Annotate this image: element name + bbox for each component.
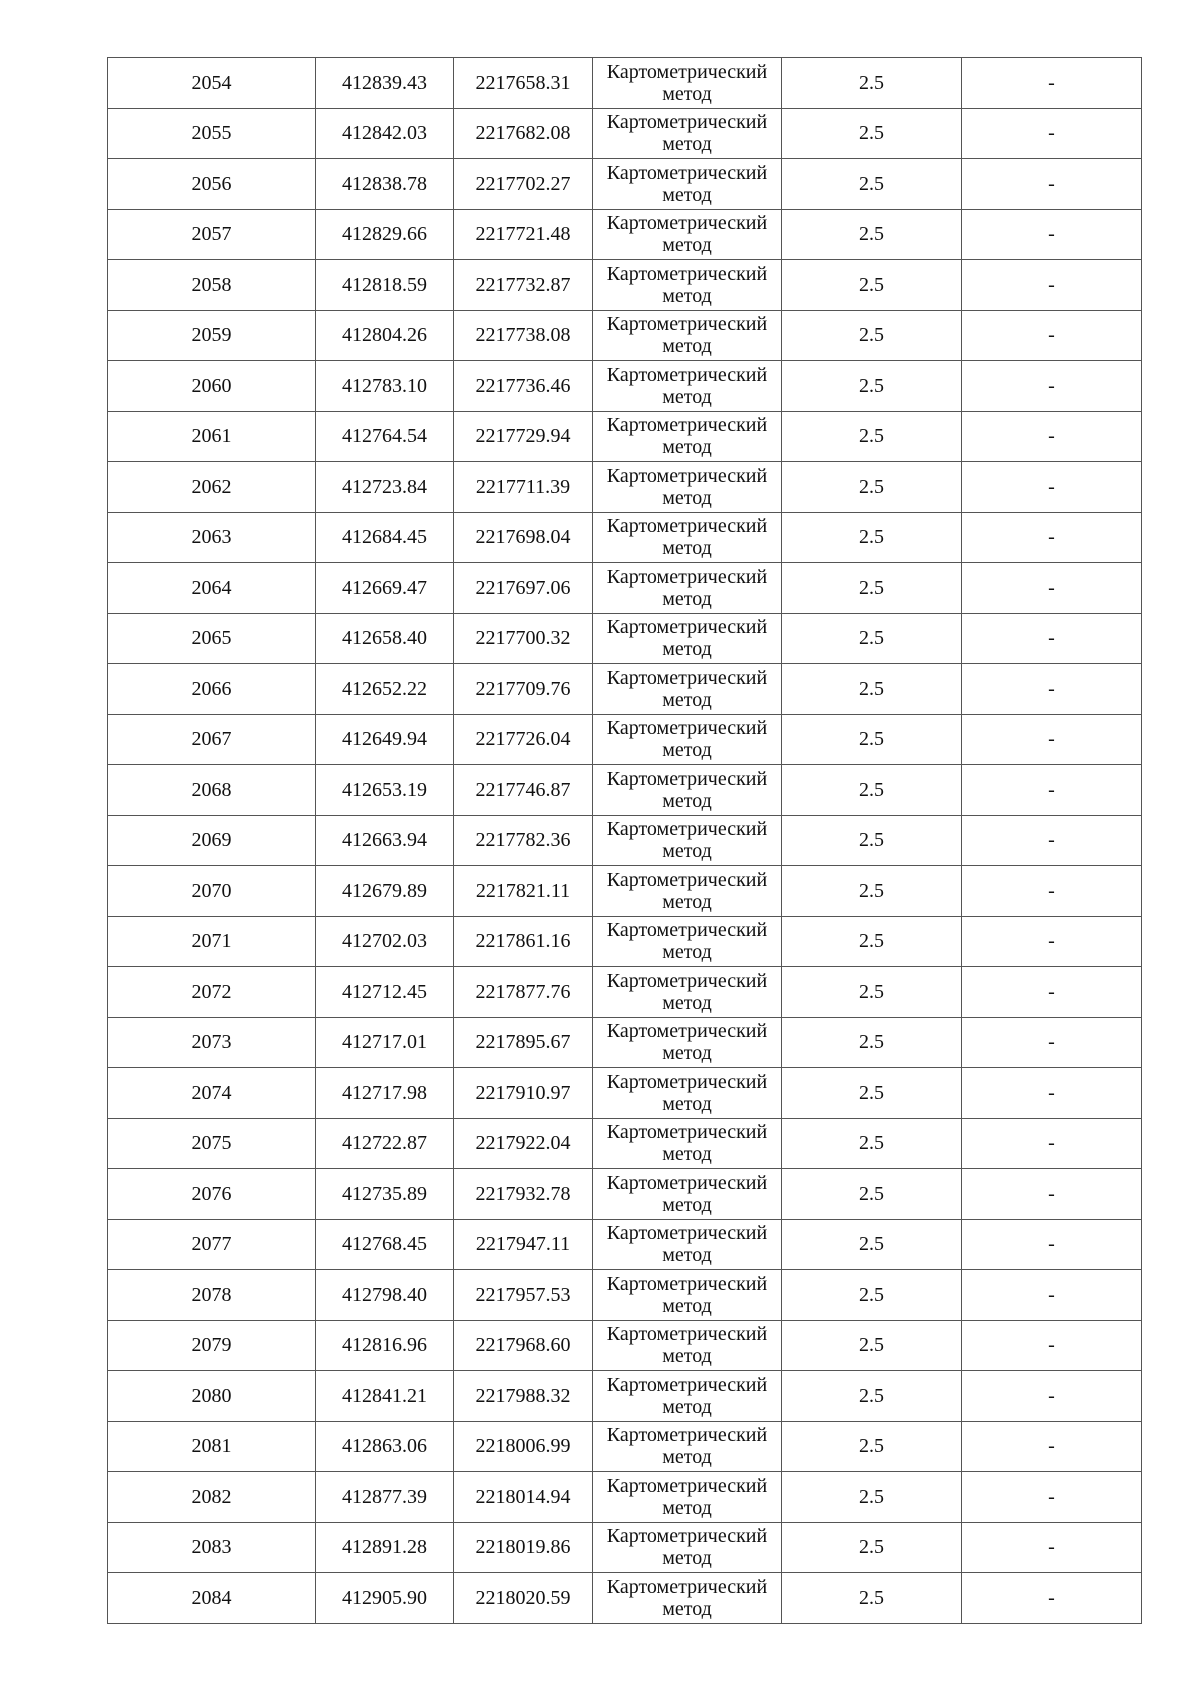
table-body: [108, 58, 1142, 1624]
point-number-cell: 2075: [108, 1118, 316, 1169]
point-number-cell: 2066: [108, 664, 316, 715]
x-coordinate-cell: 412717.01: [316, 1017, 454, 1068]
accuracy-cell: 2.5: [782, 512, 962, 563]
accuracy-cell: 2.5: [782, 916, 962, 967]
note-cell: -: [962, 815, 1142, 866]
method-cell: Картометрический метод: [593, 714, 782, 765]
note-cell: -: [962, 411, 1142, 462]
accuracy-cell: 2.5: [782, 58, 962, 109]
y-coordinate-cell: 2217702.27: [454, 159, 593, 210]
y-coordinate-cell: 2217682.08: [454, 108, 593, 159]
table-row: [108, 58, 1142, 109]
table-row: [108, 815, 1142, 866]
point-number-cell: 2068: [108, 765, 316, 816]
method-cell: Картометрический метод: [593, 1017, 782, 1068]
x-coordinate-cell: 412658.40: [316, 613, 454, 664]
point-number-cell: 2077: [108, 1219, 316, 1270]
accuracy-cell: 2.5: [782, 1371, 962, 1422]
point-number-cell: 2082: [108, 1472, 316, 1523]
x-coordinate-cell: 412798.40: [316, 1270, 454, 1321]
point-number-cell: 2060: [108, 361, 316, 412]
method-cell: Картометрический метод: [593, 916, 782, 967]
x-coordinate-cell: 412891.28: [316, 1522, 454, 1573]
accuracy-cell: 2.5: [782, 1017, 962, 1068]
accuracy-cell: 2.5: [782, 1522, 962, 1573]
point-number-cell: 2065: [108, 613, 316, 664]
point-number-cell: 2084: [108, 1573, 316, 1624]
y-coordinate-cell: 2217895.67: [454, 1017, 593, 1068]
point-number-cell: 2073: [108, 1017, 316, 1068]
x-coordinate-cell: 412829.66: [316, 209, 454, 260]
table-row: [108, 411, 1142, 462]
table-row: [108, 563, 1142, 614]
note-cell: -: [962, 159, 1142, 210]
x-coordinate-cell: 412842.03: [316, 108, 454, 159]
x-coordinate-cell: 412649.94: [316, 714, 454, 765]
x-coordinate-cell: 412684.45: [316, 512, 454, 563]
x-coordinate-cell: 412735.89: [316, 1169, 454, 1220]
note-cell: -: [962, 613, 1142, 664]
accuracy-cell: 2.5: [782, 260, 962, 311]
accuracy-cell: 2.5: [782, 815, 962, 866]
x-coordinate-cell: 412653.19: [316, 765, 454, 816]
method-cell: Картометрический метод: [593, 462, 782, 513]
accuracy-cell: 2.5: [782, 765, 962, 816]
x-coordinate-cell: 412702.03: [316, 916, 454, 967]
x-coordinate-cell: 412652.22: [316, 664, 454, 715]
point-number-cell: 2080: [108, 1371, 316, 1422]
y-coordinate-cell: 2217697.06: [454, 563, 593, 614]
method-cell: Картометрический метод: [593, 1068, 782, 1119]
point-number-cell: 2059: [108, 310, 316, 361]
accuracy-cell: 2.5: [782, 1472, 962, 1523]
note-cell: -: [962, 916, 1142, 967]
accuracy-cell: 2.5: [782, 1068, 962, 1119]
note-cell: -: [962, 209, 1142, 260]
table-row: [108, 512, 1142, 563]
point-number-cell: 2062: [108, 462, 316, 513]
note-cell: -: [962, 1371, 1142, 1422]
method-cell: Картометрический метод: [593, 361, 782, 412]
x-coordinate-cell: 412722.87: [316, 1118, 454, 1169]
table-row: [108, 866, 1142, 917]
x-coordinate-cell: 412712.45: [316, 967, 454, 1018]
table-row: [108, 209, 1142, 260]
method-cell: Картометрический метод: [593, 260, 782, 311]
y-coordinate-cell: 2217988.32: [454, 1371, 593, 1422]
x-coordinate-cell: 412838.78: [316, 159, 454, 210]
point-number-cell: 2054: [108, 58, 316, 109]
note-cell: -: [962, 765, 1142, 816]
y-coordinate-cell: 2217711.39: [454, 462, 593, 513]
accuracy-cell: 2.5: [782, 1320, 962, 1371]
y-coordinate-cell: 2217738.08: [454, 310, 593, 361]
method-cell: Картометрический метод: [593, 411, 782, 462]
method-cell: Картометрический метод: [593, 1118, 782, 1169]
method-cell: Картометрический метод: [593, 1421, 782, 1472]
y-coordinate-cell: 2217698.04: [454, 512, 593, 563]
table-row: [108, 613, 1142, 664]
note-cell: -: [962, 1320, 1142, 1371]
accuracy-cell: 2.5: [782, 714, 962, 765]
table-row: [108, 1320, 1142, 1371]
y-coordinate-cell: 2217726.04: [454, 714, 593, 765]
note-cell: -: [962, 1270, 1142, 1321]
point-number-cell: 2069: [108, 815, 316, 866]
table-row: [108, 1017, 1142, 1068]
y-coordinate-cell: 2217732.87: [454, 260, 593, 311]
method-cell: Картометрический метод: [593, 310, 782, 361]
point-number-cell: 2071: [108, 916, 316, 967]
accuracy-cell: 2.5: [782, 361, 962, 412]
method-cell: Картометрический метод: [593, 1573, 782, 1624]
method-cell: Картометрический метод: [593, 664, 782, 715]
y-coordinate-cell: 2217700.32: [454, 613, 593, 664]
method-cell: Картометрический метод: [593, 209, 782, 260]
note-cell: -: [962, 310, 1142, 361]
x-coordinate-cell: 412839.43: [316, 58, 454, 109]
accuracy-cell: 2.5: [782, 310, 962, 361]
table-row: [108, 159, 1142, 210]
x-coordinate-cell: 412877.39: [316, 1472, 454, 1523]
point-number-cell: 2076: [108, 1169, 316, 1220]
point-number-cell: 2074: [108, 1068, 316, 1119]
accuracy-cell: 2.5: [782, 1118, 962, 1169]
table-row: [108, 1472, 1142, 1523]
note-cell: -: [962, 714, 1142, 765]
note-cell: -: [962, 967, 1142, 1018]
method-cell: Картометрический метод: [593, 108, 782, 159]
table-row: [108, 1068, 1142, 1119]
table-row: [108, 260, 1142, 311]
table-row: [108, 462, 1142, 513]
accuracy-cell: 2.5: [782, 1421, 962, 1472]
x-coordinate-cell: 412783.10: [316, 361, 454, 412]
method-cell: Картометрический метод: [593, 159, 782, 210]
x-coordinate-cell: 412663.94: [316, 815, 454, 866]
table-row: [108, 1219, 1142, 1270]
accuracy-cell: 2.5: [782, 462, 962, 513]
x-coordinate-cell: 412863.06: [316, 1421, 454, 1472]
point-number-cell: 2055: [108, 108, 316, 159]
accuracy-cell: 2.5: [782, 108, 962, 159]
x-coordinate-cell: 412768.45: [316, 1219, 454, 1270]
accuracy-cell: 2.5: [782, 1573, 962, 1624]
note-cell: -: [962, 512, 1142, 563]
note-cell: -: [962, 1573, 1142, 1624]
table-row: [108, 714, 1142, 765]
point-number-cell: 2078: [108, 1270, 316, 1321]
point-number-cell: 2063: [108, 512, 316, 563]
x-coordinate-cell: 412816.96: [316, 1320, 454, 1371]
note-cell: -: [962, 1522, 1142, 1573]
y-coordinate-cell: 2218014.94: [454, 1472, 593, 1523]
accuracy-cell: 2.5: [782, 1169, 962, 1220]
method-cell: Картометрический метод: [593, 58, 782, 109]
table-row: [108, 664, 1142, 715]
table-row: [108, 967, 1142, 1018]
note-cell: -: [962, 1068, 1142, 1119]
method-cell: Картометрический метод: [593, 1270, 782, 1321]
point-number-cell: 2067: [108, 714, 316, 765]
accuracy-cell: 2.5: [782, 613, 962, 664]
table-row: [108, 310, 1142, 361]
point-number-cell: 2072: [108, 967, 316, 1018]
table-row: [108, 361, 1142, 412]
y-coordinate-cell: 2217922.04: [454, 1118, 593, 1169]
table-row: [108, 1118, 1142, 1169]
accuracy-cell: 2.5: [782, 159, 962, 210]
method-cell: Картометрический метод: [593, 1320, 782, 1371]
point-number-cell: 2064: [108, 563, 316, 614]
method-cell: Картометрический метод: [593, 1371, 782, 1422]
note-cell: -: [962, 1472, 1142, 1523]
x-coordinate-cell: 412717.98: [316, 1068, 454, 1119]
method-cell: Картометрический метод: [593, 967, 782, 1018]
y-coordinate-cell: 2217968.60: [454, 1320, 593, 1371]
table-row: [108, 1421, 1142, 1472]
note-cell: -: [962, 1169, 1142, 1220]
note-cell: -: [962, 1017, 1142, 1068]
point-number-cell: 2070: [108, 866, 316, 917]
table-row: [108, 108, 1142, 159]
point-number-cell: 2058: [108, 260, 316, 311]
table-row: [108, 1371, 1142, 1422]
x-coordinate-cell: 412669.47: [316, 563, 454, 614]
note-cell: -: [962, 664, 1142, 715]
x-coordinate-cell: 412679.89: [316, 866, 454, 917]
note-cell: -: [962, 1421, 1142, 1472]
method-cell: Картометрический метод: [593, 1522, 782, 1573]
note-cell: -: [962, 563, 1142, 614]
x-coordinate-cell: 412905.90: [316, 1573, 454, 1624]
y-coordinate-cell: 2217736.46: [454, 361, 593, 412]
x-coordinate-cell: 412764.54: [316, 411, 454, 462]
note-cell: -: [962, 361, 1142, 412]
x-coordinate-cell: 412804.26: [316, 310, 454, 361]
y-coordinate-cell: 2218020.59: [454, 1573, 593, 1624]
method-cell: Картометрический метод: [593, 512, 782, 563]
method-cell: Картометрический метод: [593, 765, 782, 816]
table-row: [108, 1169, 1142, 1220]
y-coordinate-cell: 2217957.53: [454, 1270, 593, 1321]
point-number-cell: 2081: [108, 1421, 316, 1472]
point-number-cell: 2056: [108, 159, 316, 210]
accuracy-cell: 2.5: [782, 1270, 962, 1321]
note-cell: -: [962, 108, 1142, 159]
table-row: [108, 1522, 1142, 1573]
x-coordinate-cell: 412818.59: [316, 260, 454, 311]
method-cell: Картометрический метод: [593, 613, 782, 664]
method-cell: Картометрический метод: [593, 866, 782, 917]
accuracy-cell: 2.5: [782, 967, 962, 1018]
accuracy-cell: 2.5: [782, 411, 962, 462]
accuracy-cell: 2.5: [782, 664, 962, 715]
y-coordinate-cell: 2217910.97: [454, 1068, 593, 1119]
x-coordinate-cell: 412841.21: [316, 1371, 454, 1422]
point-number-cell: 2061: [108, 411, 316, 462]
point-number-cell: 2057: [108, 209, 316, 260]
table-row: [108, 1573, 1142, 1624]
note-cell: -: [962, 58, 1142, 109]
table-row: [108, 765, 1142, 816]
method-cell: Картометрический метод: [593, 1219, 782, 1270]
y-coordinate-cell: 2217709.76: [454, 664, 593, 715]
table-row: [108, 1270, 1142, 1321]
note-cell: -: [962, 1219, 1142, 1270]
y-coordinate-cell: 2217746.87: [454, 765, 593, 816]
method-cell: Картометрический метод: [593, 563, 782, 614]
point-number-cell: 2083: [108, 1522, 316, 1573]
point-number-cell: 2079: [108, 1320, 316, 1371]
y-coordinate-cell: 2217932.78: [454, 1169, 593, 1220]
method-cell: Картометрический метод: [593, 1169, 782, 1220]
x-coordinate-cell: 412723.84: [316, 462, 454, 513]
y-coordinate-cell: 2217821.11: [454, 866, 593, 917]
method-cell: Картометрический метод: [593, 1472, 782, 1523]
y-coordinate-cell: 2217782.36: [454, 815, 593, 866]
accuracy-cell: 2.5: [782, 1219, 962, 1270]
y-coordinate-cell: 2217721.48: [454, 209, 593, 260]
y-coordinate-cell: 2217877.76: [454, 967, 593, 1018]
y-coordinate-cell: 2217658.31: [454, 58, 593, 109]
note-cell: -: [962, 866, 1142, 917]
accuracy-cell: 2.5: [782, 209, 962, 260]
table-row: [108, 916, 1142, 967]
note-cell: -: [962, 260, 1142, 311]
coordinates-table: [107, 57, 1142, 1624]
y-coordinate-cell: 2217861.16: [454, 916, 593, 967]
note-cell: -: [962, 1118, 1142, 1169]
y-coordinate-cell: 2218006.99: [454, 1421, 593, 1472]
accuracy-cell: 2.5: [782, 866, 962, 917]
y-coordinate-cell: 2218019.86: [454, 1522, 593, 1573]
y-coordinate-cell: 2217729.94: [454, 411, 593, 462]
accuracy-cell: 2.5: [782, 563, 962, 614]
note-cell: -: [962, 462, 1142, 513]
y-coordinate-cell: 2217947.11: [454, 1219, 593, 1270]
method-cell: Картометрический метод: [593, 815, 782, 866]
